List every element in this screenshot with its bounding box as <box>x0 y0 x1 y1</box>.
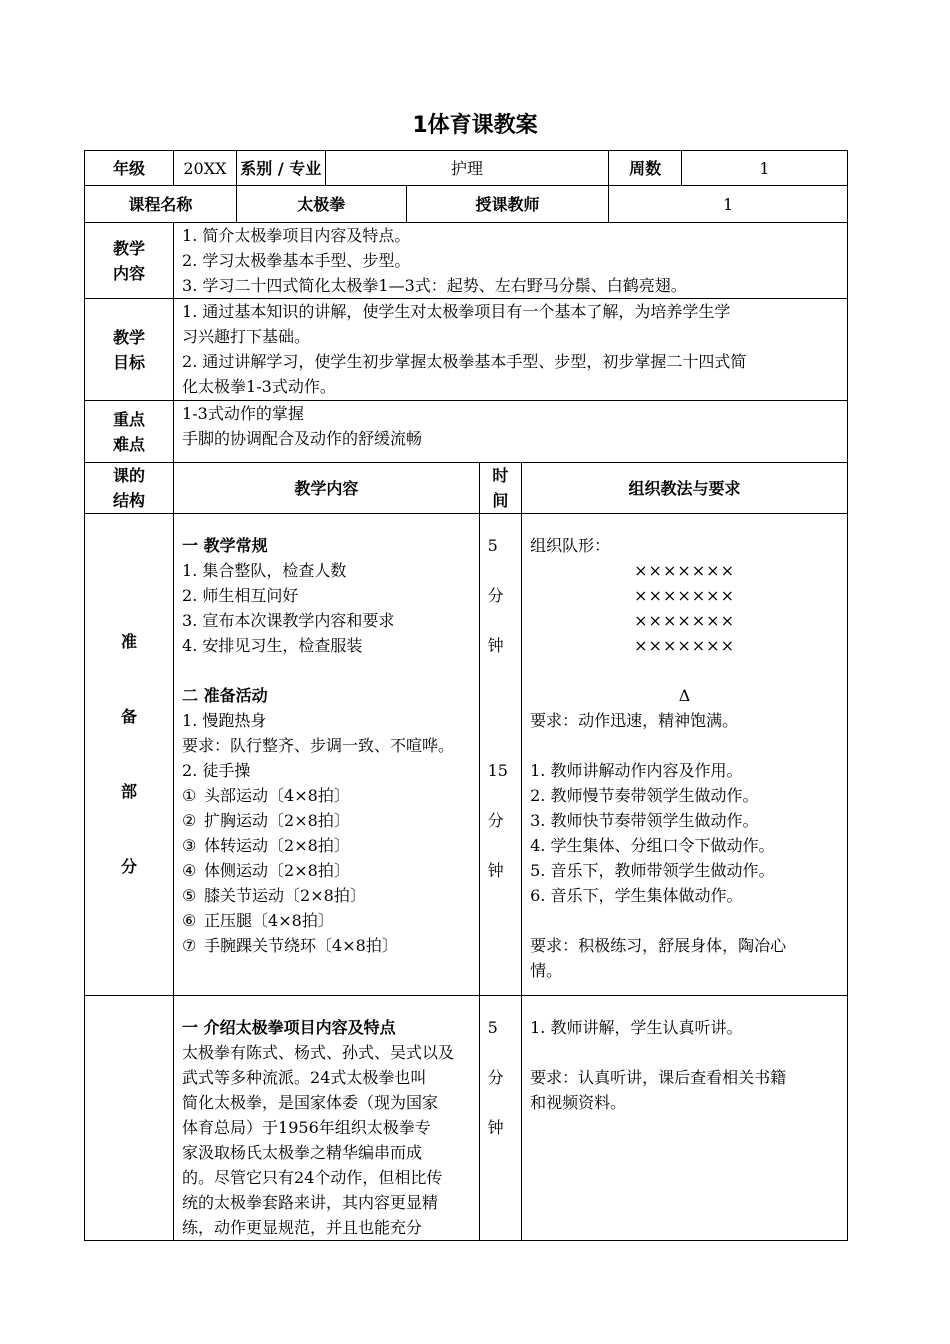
exercise-item: ⑦ 手腕踝关节绕环〔4×8拍〕 <box>182 936 398 955</box>
basic-label <box>85 996 174 1241</box>
goals-row <box>85 299 848 401</box>
prep-row <box>85 514 848 996</box>
structure-col-organization: 组织教法与要求 <box>522 463 848 514</box>
exercise-item: ④ 体侧运动〔2×8拍〕 <box>182 861 350 880</box>
course-value: 太极拳 <box>236 186 406 223</box>
goals-text: 1. 通过基本知识的讲解，使学生对太极拳项目有一个基本了解，为培养学生学 习兴趣打下基础。 2. 通过讲解学习，使学生初步掌握太极拳基本手型、步型，初步掌握二十四式简 化太极拳1-3式动作。 <box>174 299 848 401</box>
list-item: 1. 集合整队，检查人数 <box>182 561 347 580</box>
section-title: 二 准备活动 <box>182 686 268 705</box>
list-item: 2. 徒手操 <box>182 761 251 780</box>
teacher-label: 授课教师 <box>406 186 608 223</box>
lesson-plan-table <box>84 150 848 1241</box>
list-item: 6. 音乐下，学生集体做动作。 <box>530 886 743 905</box>
content-item: 3. 学习二十四式简化太极拳1—3式：起势、左右野马分鬃、白鹤亮翅。 <box>182 276 687 295</box>
list-item: 1. 慢跑热身 <box>182 711 267 730</box>
list-item: 要求：队行整齐、步调一致、不喧哗。 <box>182 736 455 755</box>
basic-organization: 1. 教师讲解，学生认真听讲。 要求：认真听讲，课后查看相关书籍 和视频资料。 <box>522 996 848 1241</box>
content-item: 2. 学习太极拳基本手型、步型。 <box>182 251 411 270</box>
list-item: 3. 教师快节奏带领学生做动作。 <box>530 811 759 830</box>
formation-row: ××××××× <box>634 636 735 655</box>
list-item: 4. 学生集体、分组口令下做动作。 <box>530 836 775 855</box>
week-label: 周数 <box>609 151 682 186</box>
list-item: 2. 师生相互问好 <box>182 586 299 605</box>
content-item: 1. 简介太极拳项目内容及特点。 <box>182 226 411 245</box>
header-row-2 <box>85 186 848 223</box>
keypoints-row <box>85 401 848 463</box>
dept-label: 系别 / 专业 <box>236 151 325 186</box>
list-item: 2. 教师慢节奏带领学生做动作。 <box>530 786 759 805</box>
basic-time: 5 分 钟 <box>479 996 522 1241</box>
prep-time: 5 分 钟 15 分 钟 <box>479 514 522 996</box>
dept-value: 护理 <box>325 151 608 186</box>
list-item: 5. 音乐下，教师带领学生做动作。 <box>530 861 775 880</box>
prep-label: 准 备 部 分 <box>85 514 174 996</box>
structure-col-label: 课的 结构 <box>85 463 174 514</box>
formation-row: ××××××× <box>634 611 735 630</box>
teacher-mark: Δ <box>678 686 691 705</box>
basic-row <box>85 996 848 1241</box>
content-row <box>85 223 848 299</box>
formation-row: ××××××× <box>634 561 735 580</box>
exercise-item: ③ 体转运动〔2×8拍〕 <box>182 836 350 855</box>
course-label: 课程名称 <box>85 186 237 223</box>
exercise-item: ② 扩胸运动〔2×8拍〕 <box>182 811 350 830</box>
content-items <box>174 223 848 299</box>
grade-value: 20XX <box>174 151 237 186</box>
grade-label: 年级 <box>85 151 174 186</box>
prep-organization: 组织队形： ××××××× ××××××× ××××××× ××××××× Δ 要求：动作迅速，精神饱满。 1. 教师讲解动作内容及作用。 2. 教师慢节奏带领学生做动作。 3. 教师快节奏带领学生做动作。 4. 学生集体、分组口令下做动作。 5. 音乐下，教师带领学生做动作。 6. 音乐下，学生集体做动作。 要求：积极练习，舒展身体，陶冶心 情。 <box>522 514 848 996</box>
header-row-1 <box>85 151 848 186</box>
basic-content: 一 介绍太极拳项目内容及特点 太极拳有陈式、杨式、孙式、吴式以及 武式等多种流派。24式太极拳也叫 简化太极拳，是国家体委（现为国家 体育总局）于1956年组织太极拳专 家汲取杨氏太极拳之精华编串而成 的。尽管它只有24个动作，但相比传 统的太极拳套路来讲，其内容更显精 练，动作更显规范，并且也能充分 <box>174 996 480 1241</box>
exercise-item: ① 头部运动〔4×8拍〕 <box>182 786 350 805</box>
goals-label: 教学 目标 <box>85 299 174 401</box>
section-title: 一 教学常规 <box>182 536 268 555</box>
keypoints-text: 1-3式动作的掌握 手脚的协调配合及动作的舒缓流畅 <box>174 401 848 463</box>
formation-row: ××××××× <box>634 586 735 605</box>
structure-header-row <box>85 463 848 514</box>
content-label: 教学 内容 <box>85 223 174 299</box>
list-item: 1. 教师讲解动作内容及作用。 <box>530 761 743 780</box>
teacher-value: 1 <box>609 186 848 223</box>
structure-col-time: 时 间 <box>479 463 522 514</box>
section-title: 一 介绍太极拳项目内容及特点 <box>182 1018 396 1037</box>
prep-content <box>174 514 480 996</box>
week-value: 1 <box>682 151 848 186</box>
exercise-item: ⑥ 正压腿〔4×8拍〕 <box>182 911 334 930</box>
list-item: 4. 安排见习生，检查服装 <box>182 636 363 655</box>
structure-col-content: 教学内容 <box>174 463 480 514</box>
list-item: 3. 宣布本次课教学内容和要求 <box>182 611 395 630</box>
page-title: 1体育课教案 <box>412 113 538 138</box>
keypoints-label: 重点 难点 <box>85 401 174 463</box>
exercise-item: ⑤ 膝关节运动〔2×8拍〕 <box>182 886 366 905</box>
